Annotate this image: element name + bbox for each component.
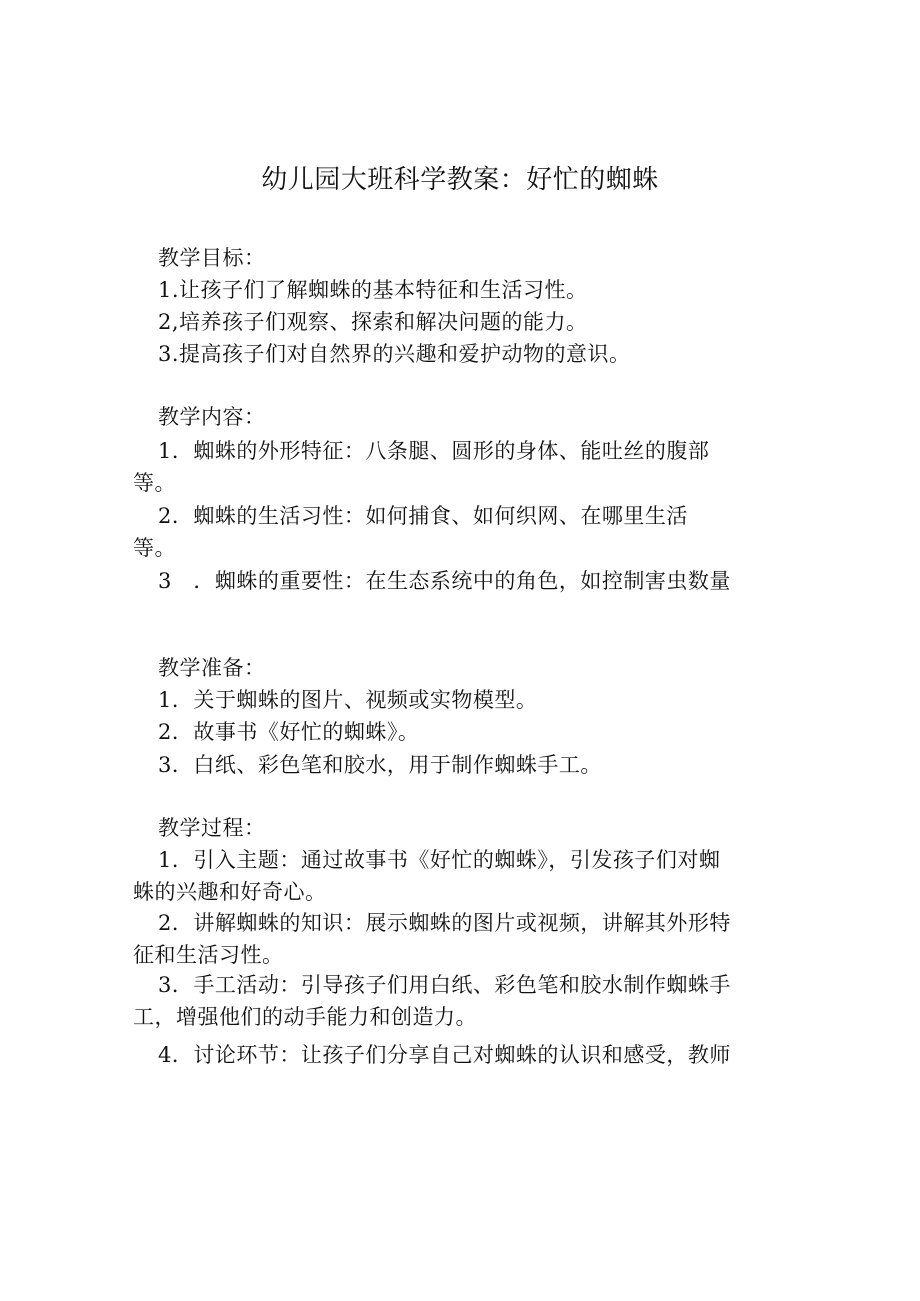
preparation-heading: 教学准备： (158, 656, 266, 680)
process-item-1-cont: 蛛的兴趣和好奇心。 (133, 880, 327, 904)
content-item-1-cont: 等。 (133, 471, 176, 495)
content-item-3: 3 ．蜘蛛的重要性：在生态系统中的角色，如控制害虫数量 (158, 569, 731, 593)
process-item-2-cont: 征和生活习性。 (133, 943, 284, 967)
process-item-4: 4．讨论环节：让孩子们分享自己对蜘蛛的认识和感受，教师 (158, 1043, 731, 1067)
goals-heading: 教学目标： (158, 246, 266, 270)
goals-item-1: 1.让孩子们了解蜘蛛的基本特征和生活习性。 (158, 278, 588, 302)
process-item-2: 2．讲解蜘蛛的知识：展示蜘蛛的图片或视频，讲解其外形特 (158, 911, 731, 935)
process-item-3-cont: 工，增强他们的动手能力和创造力。 (133, 1005, 477, 1029)
document-title: 幼儿园大班科学教案：好忙的蜘蛛 (261, 165, 659, 195)
preparation-item-3: 3．白纸、彩色笔和胶水，用于制作蜘蛛手工。 (158, 753, 602, 777)
goals-item-2: 2,培养孩子们观察、探索和解决问题的能力。 (158, 310, 588, 334)
content-item-2: 2．蜘蛛的生活习性：如何捕食、如何织网、在哪里生活 (158, 504, 688, 528)
process-heading: 教学过程： (158, 816, 266, 840)
content-item-2-cont: 等。 (133, 536, 176, 560)
content-item-1: 1．蜘蛛的外形特征：八条腿、圆形的身体、能吐丝的腹部 (158, 439, 710, 463)
preparation-item-2: 2．故事书《好忙的蜘蛛》。 (158, 720, 420, 744)
content-heading: 教学内容： (158, 405, 266, 429)
goals-item-3: 3.提高孩子们对自然界的兴趣和爱护动物的意识。 (158, 342, 631, 366)
process-item-3: 3．手工活动：引导孩子们用白纸、彩色笔和胶水制作蜘蛛手 (158, 973, 731, 997)
process-item-1: 1．引入主题：通过故事书《好忙的蜘蛛》，引发孩子们对蜘 (158, 848, 721, 872)
preparation-item-1: 1．关于蜘蛛的图片、视频或实物模型。 (158, 688, 538, 712)
